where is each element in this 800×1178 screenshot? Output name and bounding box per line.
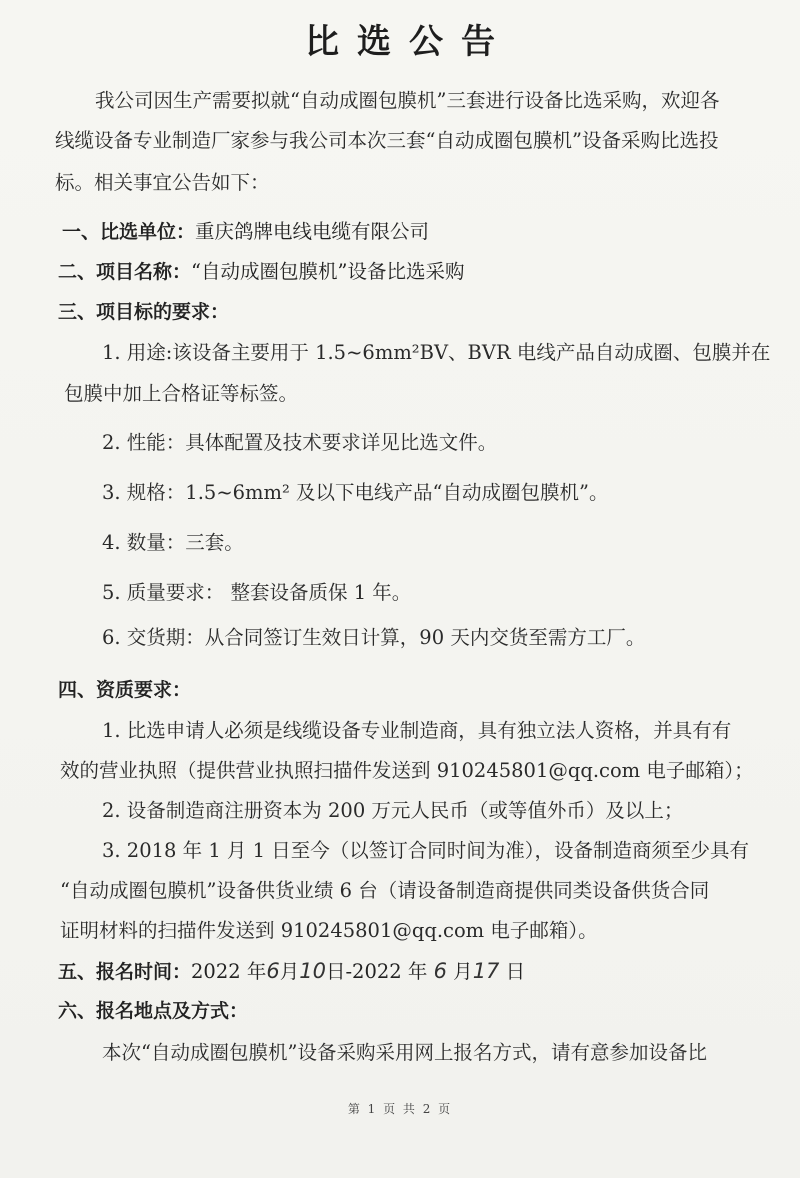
section-4-heading: 四、资质要求： [58,679,192,701]
requirement-1-line-1: 1. 用途:该设备主要用于 1.5~6mm²BV、BVR 电线产品自动成圈、包膜并在 [102,341,771,364]
intro-line-1: 我公司因生产需要拟就“自动成圈包膜机”三套进行设备比选采购，欢迎各 [95,89,720,112]
requirement-5: 5. 质量要求： 整套设备质保 1 年。 [102,581,412,604]
bidding-unit-value: 重庆鸽牌电线电缆有限公司 [195,220,430,243]
registration-method-line: 本次“自动成圈包膜机”设备采购采用网上报名方式，请有意参加设备比 [102,1041,707,1064]
section-1-label: 一、比选单位： [62,221,196,243]
page-number-footer: 第 1 页 共 2 页 [347,1102,453,1116]
qualification-3-line-3: 证明材料的扫描件发送到 910245801@qq.com 电子邮箱）。 [60,919,598,942]
reg-end-year: 日-2022 年 [325,960,428,983]
requirement-4: 4. 数量：三套。 [102,531,244,554]
reg-end-day: 17 [472,959,500,983]
requirement-3: 3. 规格：1.5~6mm² 及以下电线产品“自动成圈包膜机”。 [102,481,609,504]
intro-line-2: 线缆设备专业制造厂家参与我公司本次三套“自动成圈包膜机”设备采购比选投 [55,129,719,152]
requirement-1-line-2: 包膜中加上合格证等标签。 [64,382,299,405]
section-3-heading: 三、项目标的要求： [58,301,230,323]
section-5-heading [58,958,525,985]
section-2-label: 二、项目名称： [58,261,192,283]
reg-start-day: 10 [299,959,326,983]
project-name-value: “自动成圈包膜机”设备比选采购 [191,260,465,283]
registration-time-value [191,960,525,983]
reg-day-unit: 日 [505,960,526,983]
reg-month-unit: 月 [279,960,300,983]
section-6-heading: 六、报名地点及方式： [58,1000,249,1022]
qualification-3-line-1: 3. 2018 年 1 月 1 日至今（以签订合同时间为准），设备制造商须至少具有 [102,839,749,862]
intro-line-3: 标。相关事宜公告如下： [55,171,270,194]
section-2-heading [58,259,464,285]
requirement-6: 6. 交货期：从合同签订生效日计算，90 天内交货至需方工厂。 [102,626,646,649]
reg-start-year: 2022 年 [191,960,267,983]
requirement-2: 2. 性能：具体配置及技术要求详见比选文件。 [102,431,498,454]
reg-end-month: 6 [433,959,447,983]
qualification-1-line-1: 1. 比选申请人必须是线缆设备专业制造商，具有独立法人资格，并具有有 [102,719,732,742]
qualification-3-line-2: “自动成圈包膜机”设备供货业绩 6 台（请设备制造商提供同类设备供货合同 [60,879,710,902]
qualification-2: 2. 设备制造商注册资本为 200 万元人民币（或等值外币）及以上； [102,799,684,822]
reg-month-unit-2: 月 [453,960,473,983]
page-title: 比选公告 [305,22,513,62]
qualification-1-line-2: 效的营业执照（提供营业执照扫描件发送到 910245801@qq.com 电子邮箱）； [60,759,754,782]
section-1-heading [62,219,429,245]
reg-start-month: 6 [266,959,280,983]
section-5-label: 五、报名时间： [58,961,192,983]
